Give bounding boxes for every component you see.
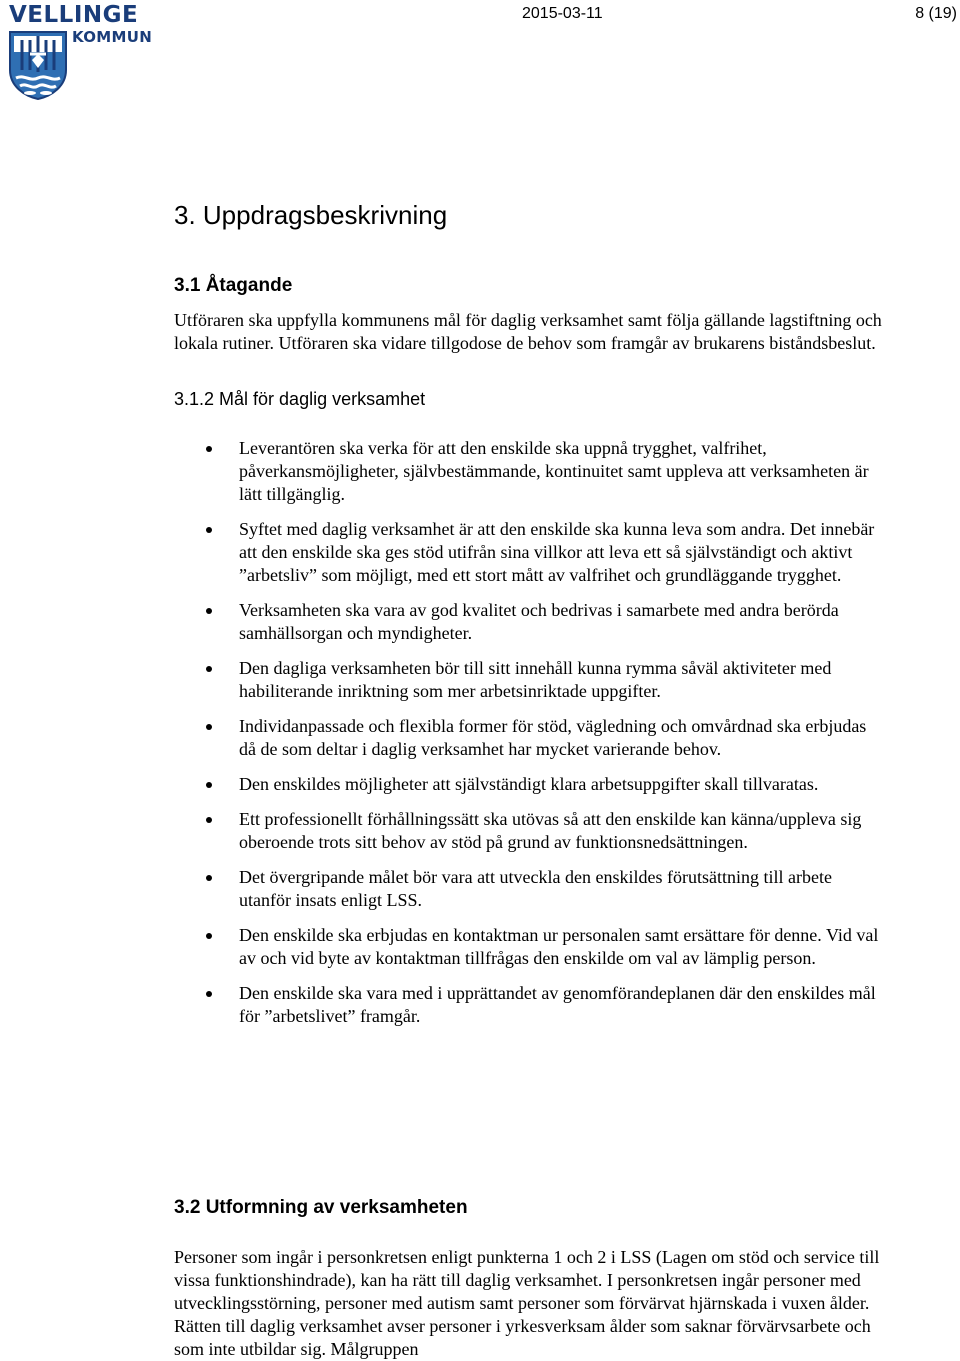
list-item — [0, 924, 879, 970]
bullet-dot-icon — [206, 817, 212, 823]
bullet-dot-icon — [206, 933, 212, 939]
document-date: 2015-03-11 — [522, 5, 603, 22]
bullet-dot-icon — [206, 991, 212, 997]
subsection-title-3-2: 3.2 Utformning av verksamheten — [174, 1197, 468, 1218]
bullet-dot-icon — [206, 446, 212, 452]
logo-subname: KOMMUN — [72, 28, 153, 46]
list-item — [0, 599, 879, 645]
page-number: 8 (19) — [915, 5, 957, 22]
subsection-text-3-1: Utföraren ska uppfylla kommunens mål för daglig verksamhet samt följa gällande lagstiftning och lokala rutiner. Utföraren ska vidare tillgodose de behov som framgår av brukarens biståndsbeslut. — [174, 310, 882, 353]
list-item — [0, 982, 879, 1028]
list-item — [0, 715, 879, 761]
list-item-text: Leverantören ska verka för att den enskilde ska uppnå trygghet, valfrihet, påverkansmöjligheter, självbestämmande, kontinuitet samt uppleva att verksamheten är lätt tillgänglig. — [239, 438, 869, 504]
logo-name: VELLINGE — [9, 2, 139, 28]
bullet-dot-icon — [206, 875, 212, 881]
list-item — [0, 808, 879, 854]
bullet-dot-icon — [206, 724, 212, 730]
list-item-text: Det övergripande målet bör vara att utveckla den enskildes förutsättning till arbete utanför insats enligt LSS. — [239, 867, 832, 910]
list-item-text: Syftet med daglig verksamhet är att den enskilde ska kunna leva som andra. Det innebär att den enskilde ska ges stöd utifrån sina villkor att leva ett så självständigt och aktivt ”arbetsliv” som möjligt, med ett stort mått av valfrihet och grundläggande trygghet. — [239, 519, 875, 585]
goals-list — [0, 437, 960, 1040]
bullet-dot-icon — [206, 527, 212, 533]
list-item-text: Ett professionellt förhållningssätt ska utövas så att den enskilde kan känna/uppleva sig oberoende trots sitt behov av stöd på grund av funktionsnedsättningen. — [239, 809, 862, 852]
subsection-text-3-2: Personer som ingår i personkretsen enligt punkterna 1 och 2 i LSS (Lagen om stöd och service till vissa funktionshindrade), kan ha rätt till daglig verksamhet. I personkretsen ingår personer med utvecklingsstörning, personer med autism samt personer som förvärvat hjärnskada i vuxen ålder. Rätten till daglig verksamhet avser personer i yrkesverksam ålder som saknar förvärvsarbete och som inte utbildar sig. Målgruppen — [174, 1247, 880, 1359]
list-item-text: Individanpassade och flexibla former för stöd, vägledning och omvårdnad ska erbjudas då de som deltar i daglig verksamhet har mycket varierande behov. — [239, 716, 867, 759]
municipality-logo — [6, 2, 168, 102]
section-title: 3. Uppdragsbeskrivning — [174, 200, 448, 230]
bullet-dot-icon — [206, 782, 212, 788]
bullet-dot-icon — [206, 666, 212, 672]
list-item — [0, 518, 879, 587]
bullet-dot-icon — [206, 608, 212, 614]
subsection-title-3-1-2: 3.1.2 Mål för daglig verksamhet — [174, 389, 426, 409]
crest-icon — [8, 30, 68, 100]
subsection-title-3-1: 3.1 Åtagande — [174, 275, 293, 296]
list-item — [0, 866, 879, 912]
list-item — [0, 657, 879, 703]
list-item-text: Den enskilde ska erbjudas en kontaktman ur personalen samt ersättare för denne. Vid val av och vid byte av kontaktman tillfrågas den enskilde om val av lämplig person. — [239, 925, 879, 968]
list-item-text: Den enskildes möjligheter att självständigt klara arbetsuppgifter skall tillvaratas. — [239, 774, 819, 794]
list-item — [0, 773, 879, 796]
list-item — [0, 437, 879, 506]
list-item-text: Verksamheten ska vara av god kvalitet och bedrivas i samarbete med andra berörda samhällsorgan och myndigheter. — [239, 600, 839, 643]
list-item-text: Den dagliga verksamheten bör till sitt innehåll kunna rymma såväl aktiviteter med habiliterande inriktning som mer arbetsinriktade uppgifter. — [239, 658, 832, 701]
list-item-text: Den enskilde ska vara med i upprättandet av genomförandeplanen där den enskildes mål för ”arbetslivet” framgår. — [239, 983, 876, 1026]
